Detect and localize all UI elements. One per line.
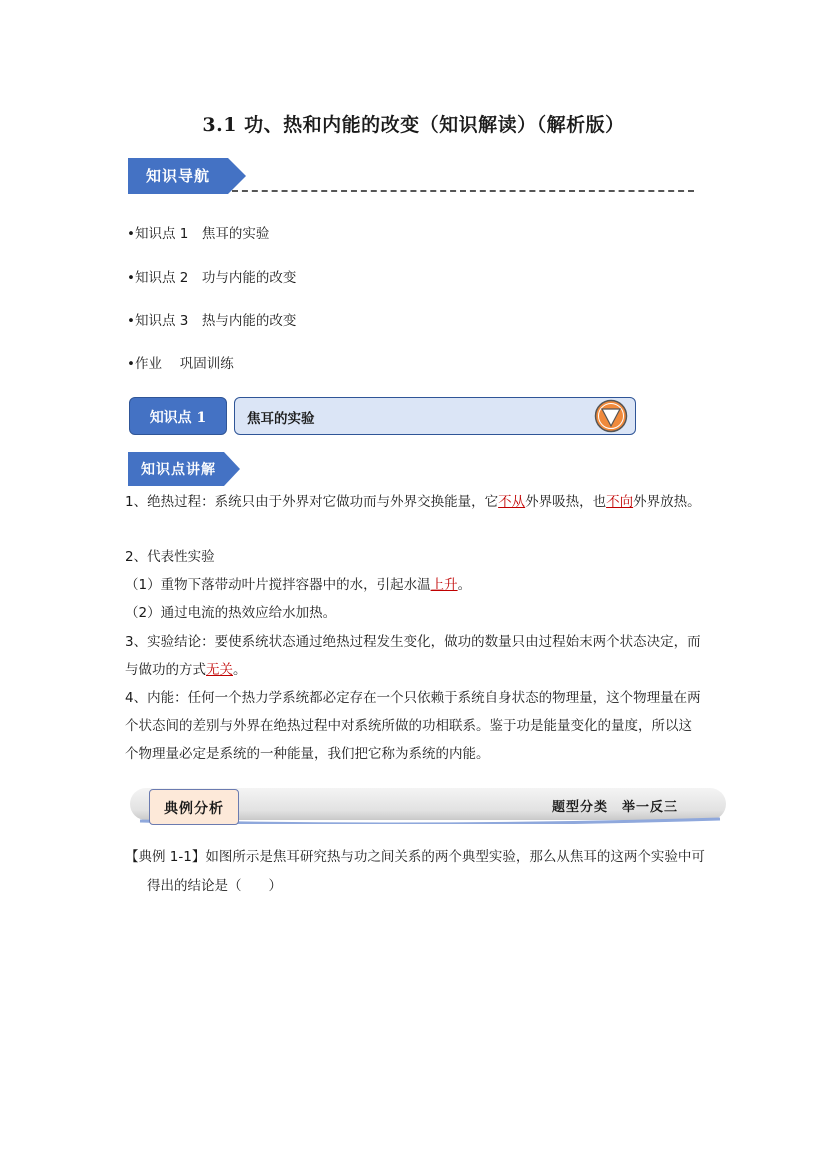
explain-paragraph-4: （2）通过电流的热效应给水加热。	[125, 605, 337, 621]
nav-item-kp1[interactable]: •知识点 1 焦耳的实验	[127, 226, 270, 242]
example-tag-label: 典例分析	[164, 801, 224, 817]
down-triangle-circle-icon[interactable]	[594, 399, 628, 433]
explain-paragraph-5: 3、实验结论：要使系统状态通过绝热过程发生变化，做功的数量只由过程始末两个状态决定，而与做功的方式无关。	[125, 634, 701, 678]
nav-divider	[232, 190, 694, 192]
nav-item-homework[interactable]: •作业 巩固训练	[127, 356, 234, 372]
explain-paragraph-6: 4、内能：任何一个热力学系统都必定存在一个只依赖于系统自身状态的物理量，这个物理量在两个状态间的差别与外界在绝热过程中对系统所做的功相联系。鉴于功是能量变化的量度，所以这个物理量必定是系统的一种能量，我们把它称为系统的内能。	[125, 690, 701, 762]
explain-paragraph-2: 2、代表性实验	[125, 549, 215, 565]
explain-paragraph-1: 1、绝热过程：系统只由于外界对它做功而与外界交换能量，它不从外界吸热，也不向外界放热。	[125, 494, 701, 510]
nav-item-kp2[interactable]: •知识点 2 功与内能的改变	[127, 270, 297, 286]
nav-item-kp3[interactable]: •知识点 3 热与内能的改变	[127, 313, 297, 329]
kp1-title: 焦耳的实验	[247, 411, 315, 427]
example-subtitle: 题型分类 举一反三	[552, 800, 679, 815]
example-question-1: 【典例 1-1】如图所示是焦耳研究热与功之间关系的两个典型实验，那么从焦耳的这两个实验中可得出的结论是（ ）	[125, 849, 705, 894]
explain-banner-label: 知识点讲解	[141, 462, 216, 478]
kp1-tag-label: 知识点 1	[149, 410, 207, 426]
explain-paragraph-3: （1）重物下落带动叶片搅拌容器中的水，引起水温上升。	[125, 577, 472, 593]
nav-banner-label: 知识导航	[146, 167, 211, 185]
page-title: 3.1 功、热和内能的改变（知识解读）（解析版）	[202, 114, 625, 136]
